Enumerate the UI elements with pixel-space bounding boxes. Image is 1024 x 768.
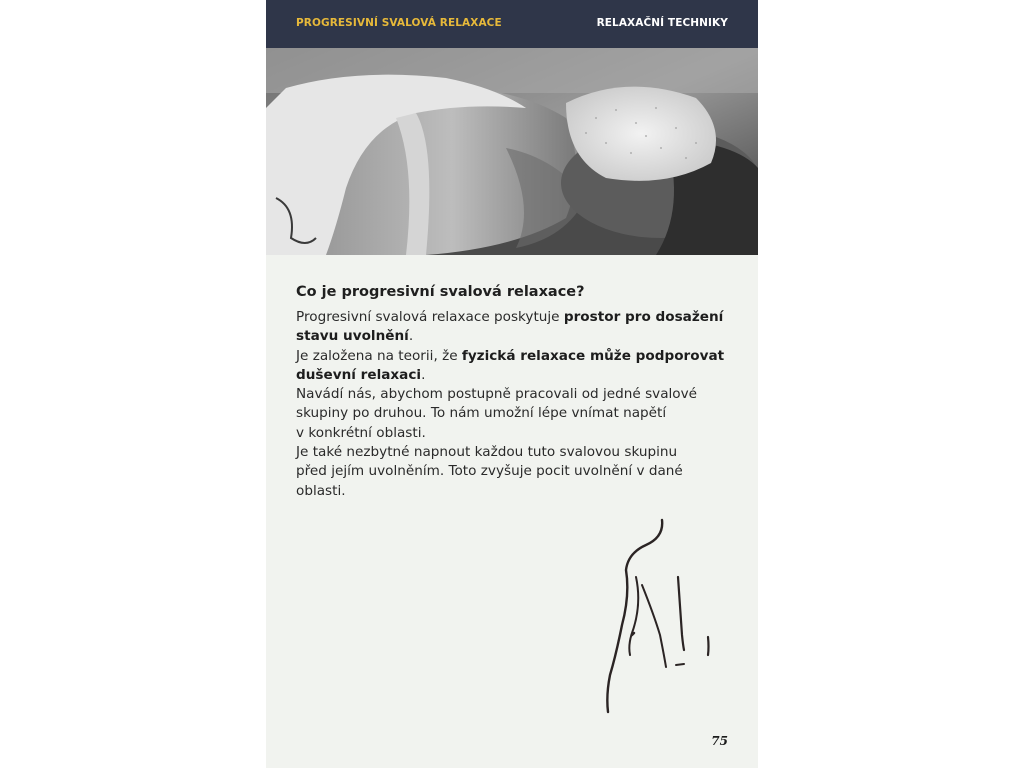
book-page — [266, 0, 758, 768]
paragraph-line: skupiny po druhou. To nám umožní lépe vnímat napětí — [296, 405, 667, 422]
person-lying-with-eye-mask-photo — [266, 48, 758, 255]
paragraph-line: v konkrétní oblasti. — [296, 424, 426, 441]
chapter-title: PROGRESIVNÍ SVALOVÁ RELAXACE — [296, 17, 502, 29]
article-paragraph-4 — [296, 443, 736, 501]
paragraph-emphasis: prostor pro dosažení stavu uvolnění — [296, 309, 724, 345]
article-body — [296, 282, 736, 501]
article-paragraph-1 — [296, 308, 736, 347]
section-title: RELAXAČNÍ TECHNIKY — [596, 17, 728, 29]
page-header — [266, 0, 758, 48]
paragraph-line: oblasti. — [296, 482, 346, 499]
paragraph-text: . — [421, 366, 426, 383]
body-line-sketch — [596, 515, 716, 720]
paragraph-emphasis: fyzická relaxace může podporovat duševní relaxaci — [296, 347, 725, 383]
article-paragraph-2 — [296, 347, 736, 386]
body-line-sketch-icon — [596, 515, 716, 720]
paragraph-text: Progresivní svalová relaxace poskytuje — [296, 309, 564, 325]
article-paragraph-3 — [296, 385, 736, 443]
article-heading: Co je progresivní svalová relaxace? — [296, 284, 585, 300]
paragraph-text: . — [408, 328, 414, 345]
paragraph-line: Navádí nás, abychom postupně pracovali od jedné svalové — [296, 386, 698, 403]
page-number: 75 — [711, 734, 728, 748]
paragraph-line: před jejím uvolněním. Toto zvyšuje pocit uvolnění v dané — [296, 463, 683, 480]
relaxation-photo — [266, 48, 758, 255]
paragraph-line: Je také nezbytné napnout každou tuto svalovou skupinu — [296, 444, 678, 461]
paragraph-text: Je založena na teorii, že — [296, 347, 462, 364]
